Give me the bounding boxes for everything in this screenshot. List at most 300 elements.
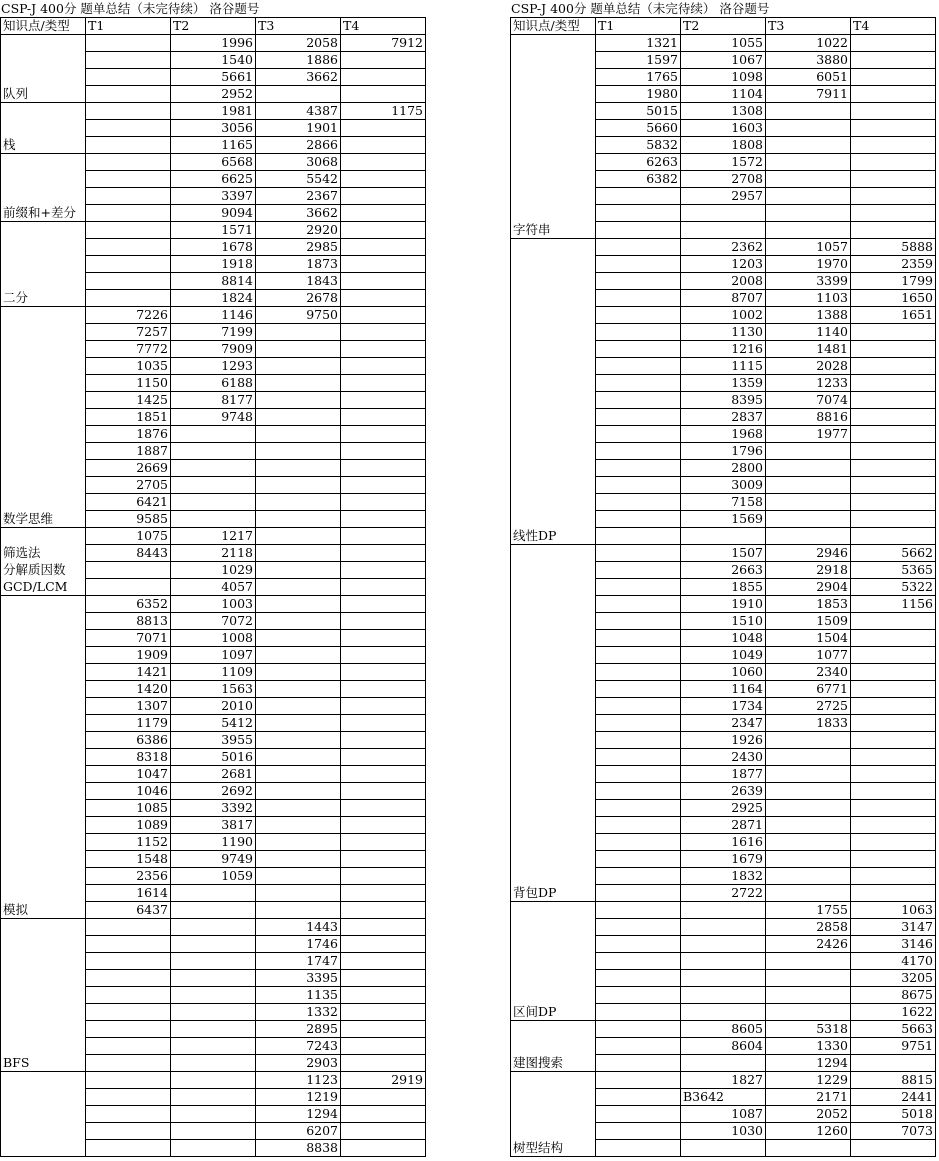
problem-id-cell: 3880: [766, 52, 851, 69]
problem-id-cell: [766, 103, 851, 120]
problem-id-cell: 5365: [851, 562, 936, 579]
problem-id-cell: [86, 1072, 171, 1089]
problem-id-cell: [596, 409, 681, 426]
table-row: [1, 919, 426, 936]
problem-id-cell: [256, 783, 341, 800]
problem-id-cell: [256, 375, 341, 392]
problem-id-cell: 1853: [766, 596, 851, 613]
problem-id-cell: 7912: [341, 35, 426, 52]
problem-id-cell: 1233: [766, 375, 851, 392]
problem-id-cell: 1886: [256, 52, 341, 69]
category-label: 队列: [3, 86, 29, 101]
problem-id-cell: [341, 460, 426, 477]
problem-id-cell: 5661: [171, 69, 256, 86]
problem-id-cell: [86, 171, 171, 188]
problem-id-cell: [171, 1021, 256, 1038]
problem-id-cell: [766, 885, 851, 902]
problem-id-cell: [256, 494, 341, 511]
problem-id-cell: 1926: [681, 732, 766, 749]
problem-id-cell: [766, 443, 851, 460]
problem-id-cell: [681, 1004, 766, 1021]
problem-id-cell: 1097: [171, 647, 256, 664]
problem-id-cell: 1622: [851, 1004, 936, 1021]
problem-id-cell: 1563: [171, 681, 256, 698]
problem-id-cell: 1873: [256, 256, 341, 273]
category-label: 树型结构: [513, 1140, 564, 1155]
problem-id-cell: [341, 647, 426, 664]
problem-id-cell: [851, 103, 936, 120]
problem-id-cell: 1219: [256, 1089, 341, 1106]
problem-id-cell: 2946: [766, 545, 851, 562]
problem-id-cell: [681, 222, 766, 239]
problem-id-cell: 1421: [86, 664, 171, 681]
problem-id-cell: 3068: [256, 154, 341, 171]
problem-id-cell: [766, 732, 851, 749]
problem-id-cell: [596, 936, 681, 953]
problem-id-cell: [341, 562, 426, 579]
problem-id-cell: [341, 324, 426, 341]
problem-id-cell: 1156: [851, 596, 936, 613]
problem-id-cell: [596, 205, 681, 222]
problem-id-cell: [86, 1140, 171, 1157]
problem-id-cell: [596, 545, 681, 562]
problem-id-cell: [766, 460, 851, 477]
category-cell: [1, 919, 86, 1072]
problem-id-cell: [851, 1140, 936, 1157]
problem-id-cell: [851, 222, 936, 239]
problem-id-cell: 2058: [256, 35, 341, 52]
problem-id-cell: 1060: [681, 664, 766, 681]
problem-id-cell: [86, 137, 171, 154]
problem-id-cell: 1651: [851, 307, 936, 324]
problem-id-cell: [851, 630, 936, 647]
problem-id-cell: 1175: [341, 103, 426, 120]
problem-id-cell: [596, 307, 681, 324]
problem-id-cell: 2426: [766, 936, 851, 953]
problem-id-cell: [681, 902, 766, 919]
problem-id-cell: [171, 426, 256, 443]
right-sheet-title: CSP-J 400分 题单总结（未完待续） 洛谷题号: [511, 1, 770, 16]
problem-id-cell: 5662: [851, 545, 936, 562]
problem-id-cell: [86, 188, 171, 205]
problem-id-cell: [86, 52, 171, 69]
problem-id-cell: 1046: [86, 783, 171, 800]
problem-id-cell: [851, 494, 936, 511]
problem-id-cell: [256, 579, 341, 596]
problem-id-cell: 1123: [256, 1072, 341, 1089]
problem-id-cell: 8707: [681, 290, 766, 307]
problem-id-cell: [851, 443, 936, 460]
category-label: 字符串: [513, 222, 551, 237]
problem-id-cell: [851, 851, 936, 868]
table-row: [511, 545, 936, 562]
problem-id-cell: 6263: [596, 154, 681, 171]
problem-id-cell: 1217: [171, 528, 256, 545]
left-table-body: [1, 35, 426, 1157]
table-row: [511, 1072, 936, 1089]
category-cell: [511, 239, 596, 545]
problem-id-cell: [86, 1004, 171, 1021]
problem-id-cell: 6386: [86, 732, 171, 749]
problem-id-cell: [851, 86, 936, 103]
problem-id-cell: 1918: [171, 256, 256, 273]
problem-id-cell: [171, 936, 256, 953]
problem-id-cell: [596, 477, 681, 494]
problem-id-cell: 1980: [596, 86, 681, 103]
problem-id-cell: [256, 817, 341, 834]
problem-id-cell: 1996: [171, 35, 256, 52]
problem-id-cell: 1030: [681, 1123, 766, 1140]
problem-id-cell: [596, 953, 681, 970]
problem-id-cell: 1150: [86, 375, 171, 392]
problem-id-cell: 1003: [171, 596, 256, 613]
problem-id-cell: [171, 1106, 256, 1123]
problem-id-cell: 1308: [681, 103, 766, 120]
problem-id-cell: [596, 256, 681, 273]
header-cell-t4: T4: [851, 18, 936, 35]
problem-id-cell: [256, 596, 341, 613]
problem-id-cell: 1307: [86, 698, 171, 715]
header-cell-t2: T2: [171, 18, 256, 35]
table-row: [1, 222, 426, 239]
problem-id-cell: [171, 443, 256, 460]
problem-id-cell: 8814: [171, 273, 256, 290]
problem-id-cell: [341, 256, 426, 273]
problem-id-cell: [596, 1140, 681, 1157]
problem-id-cell: [851, 834, 936, 851]
category-label: 筛选法: [3, 545, 41, 560]
problem-id-cell: [341, 358, 426, 375]
problem-id-cell: [851, 188, 936, 205]
problem-id-cell: 8443: [86, 545, 171, 562]
problem-id-cell: [681, 970, 766, 987]
problem-id-cell: 1887: [86, 443, 171, 460]
problem-id-cell: 7072: [171, 613, 256, 630]
problem-id-cell: 1877: [681, 766, 766, 783]
problem-id-cell: 1229: [766, 1072, 851, 1089]
problem-id-cell: [86, 987, 171, 1004]
problem-id-cell: 1321: [596, 35, 681, 52]
problem-id-cell: 1796: [681, 443, 766, 460]
problem-id-cell: 5018: [851, 1106, 936, 1123]
problem-id-cell: [596, 392, 681, 409]
category-cell: [511, 902, 596, 1021]
problem-id-cell: 1075: [86, 528, 171, 545]
problem-id-cell: [851, 358, 936, 375]
table-row: [511, 902, 936, 919]
problem-id-cell: 3146: [851, 936, 936, 953]
problem-id-cell: 1035: [86, 358, 171, 375]
problem-id-cell: [171, 1004, 256, 1021]
category-cell: [511, 35, 596, 239]
problem-id-cell: [341, 766, 426, 783]
problem-id-cell: [596, 341, 681, 358]
table-row: [1, 35, 426, 52]
problem-id-cell: [256, 834, 341, 851]
problem-id-cell: 6051: [766, 69, 851, 86]
problem-id-cell: 1164: [681, 681, 766, 698]
problem-id-cell: 3395: [256, 970, 341, 987]
problem-id-cell: [341, 817, 426, 834]
problem-id-cell: 3955: [171, 732, 256, 749]
problem-id-cell: 1746: [256, 936, 341, 953]
problem-id-cell: 8816: [766, 409, 851, 426]
problem-id-cell: 1293: [171, 358, 256, 375]
problem-id-cell: [171, 1072, 256, 1089]
problem-id-cell: [341, 120, 426, 137]
problem-id-cell: [766, 120, 851, 137]
problem-id-cell: [851, 800, 936, 817]
left-sheet-title: CSP-J 400分 题单总结（未完待续） 洛谷题号: [1, 1, 260, 16]
problem-id-cell: [851, 460, 936, 477]
problem-id-cell: 2171: [766, 1089, 851, 1106]
problem-id-cell: 1678: [171, 239, 256, 256]
problem-id-cell: 7226: [86, 307, 171, 324]
problem-id-cell: 2858: [766, 919, 851, 936]
problem-id-cell: [341, 222, 426, 239]
problem-id-cell: 9748: [171, 409, 256, 426]
problem-id-cell: 1048: [681, 630, 766, 647]
problem-id-cell: 8604: [681, 1038, 766, 1055]
problem-id-cell: [341, 596, 426, 613]
problem-id-cell: [341, 290, 426, 307]
problem-id-cell: [681, 205, 766, 222]
problem-id-cell: [341, 341, 426, 358]
table-row: [1, 307, 426, 324]
problem-id-cell: 9751: [851, 1038, 936, 1055]
problem-id-cell: 1571: [171, 222, 256, 239]
problem-id-cell: 1059: [171, 868, 256, 885]
problem-id-cell: [681, 936, 766, 953]
problem-id-cell: [341, 1004, 426, 1021]
problem-id-cell: 8395: [681, 392, 766, 409]
problem-id-cell: [766, 987, 851, 1004]
problem-id-cell: [86, 562, 171, 579]
problem-id-cell: [766, 528, 851, 545]
header-cell-t3: T3: [256, 18, 341, 35]
problem-id-cell: 1851: [86, 409, 171, 426]
category-label: 建图搜索: [513, 1055, 564, 1070]
problem-id-cell: 4057: [171, 579, 256, 596]
problem-id-cell: [596, 596, 681, 613]
problem-id-cell: [681, 953, 766, 970]
problem-id-cell: [341, 1123, 426, 1140]
problem-id-cell: [851, 341, 936, 358]
table-row: [1, 528, 426, 545]
problem-id-cell: [596, 681, 681, 698]
problem-id-cell: [341, 239, 426, 256]
problem-id-cell: 2985: [256, 239, 341, 256]
header-row: [511, 18, 936, 35]
problem-id-cell: [766, 222, 851, 239]
problem-id-cell: 1089: [86, 817, 171, 834]
problem-id-cell: [341, 851, 426, 868]
problem-id-cell: [341, 443, 426, 460]
problem-id-cell: [341, 1140, 426, 1157]
problem-id-cell: 2340: [766, 664, 851, 681]
category-cell: [511, 1021, 596, 1072]
problem-id-cell: 3662: [256, 69, 341, 86]
problem-id-cell: 1970: [766, 256, 851, 273]
problem-id-cell: [596, 1089, 681, 1106]
problem-id-cell: 1103: [766, 290, 851, 307]
problem-id-cell: 1294: [766, 1055, 851, 1072]
problem-id-cell: [341, 205, 426, 222]
problem-id-cell: [256, 86, 341, 103]
category-label: BFS: [3, 1055, 30, 1070]
problem-id-cell: [341, 375, 426, 392]
problem-id-cell: 6437: [86, 902, 171, 919]
problem-id-cell: [256, 647, 341, 664]
problem-id-cell: [256, 324, 341, 341]
problem-id-cell: [256, 851, 341, 868]
problem-id-cell: [341, 800, 426, 817]
problem-id-cell: 1977: [766, 426, 851, 443]
problem-id-cell: [171, 987, 256, 1004]
problem-id-cell: 1388: [766, 307, 851, 324]
problem-id-cell: 1855: [681, 579, 766, 596]
problem-id-cell: [341, 154, 426, 171]
problem-id-cell: 2925: [681, 800, 766, 817]
problem-id-cell: [851, 868, 936, 885]
problem-id-cell: 2052: [766, 1106, 851, 1123]
problem-id-cell: [256, 766, 341, 783]
problem-id-cell: [596, 715, 681, 732]
problem-id-cell: [171, 494, 256, 511]
problem-id-cell: [86, 86, 171, 103]
category-cell: [1, 307, 86, 528]
problem-id-cell: 1332: [256, 1004, 341, 1021]
problem-id-cell: 3056: [171, 120, 256, 137]
problem-id-cell: 1085: [86, 800, 171, 817]
problem-id-cell: [171, 919, 256, 936]
problem-id-cell: 1190: [171, 834, 256, 851]
problem-id-cell: 1047: [86, 766, 171, 783]
category-label: 区间DP: [513, 1004, 557, 1019]
problem-id-cell: [596, 494, 681, 511]
problem-id-cell: 2669: [86, 460, 171, 477]
problem-id-cell: [171, 460, 256, 477]
problem-id-cell: [596, 630, 681, 647]
problem-id-cell: [256, 409, 341, 426]
problem-id-cell: 2359: [851, 256, 936, 273]
problem-id-cell: [341, 783, 426, 800]
problem-id-cell: [766, 511, 851, 528]
problem-id-cell: 2010: [171, 698, 256, 715]
problem-id-cell: 1968: [681, 426, 766, 443]
problem-id-cell: 1603: [681, 120, 766, 137]
problem-id-cell: [851, 154, 936, 171]
category-label: 线性DP: [513, 528, 557, 543]
category-label: 分解质因数: [3, 562, 66, 577]
problem-id-cell: [171, 885, 256, 902]
problem-id-cell: [86, 273, 171, 290]
problem-id-cell: 1077: [766, 647, 851, 664]
category-cell: [1, 103, 86, 154]
problem-id-cell: 6421: [86, 494, 171, 511]
problem-id-cell: [681, 987, 766, 1004]
category-cell: [1, 222, 86, 307]
problem-id-cell: 1569: [681, 511, 766, 528]
problem-id-cell: [86, 1055, 171, 1072]
problem-id-cell: [341, 409, 426, 426]
problem-id-cell: [766, 953, 851, 970]
problem-id-cell: [766, 783, 851, 800]
problem-id-cell: 1063: [851, 902, 936, 919]
problem-id-cell: [256, 698, 341, 715]
problem-id-cell: [596, 511, 681, 528]
category-cell: [1, 35, 86, 103]
problem-id-cell: [341, 902, 426, 919]
problem-id-cell: [851, 137, 936, 154]
header-cell-t3: T3: [766, 18, 851, 35]
problem-id-cell: 1981: [171, 103, 256, 120]
category-label: 栈: [3, 137, 16, 152]
problem-id-cell: 6568: [171, 154, 256, 171]
problem-id-cell: [766, 171, 851, 188]
problem-id-cell: [256, 528, 341, 545]
problem-id-cell: 6625: [171, 171, 256, 188]
problem-id-cell: [341, 1089, 426, 1106]
header-row: [1, 18, 426, 35]
problem-id-cell: [341, 885, 426, 902]
problem-id-cell: 7158: [681, 494, 766, 511]
problem-id-cell: [851, 52, 936, 69]
problem-id-cell: 5412: [171, 715, 256, 732]
problem-id-cell: 6771: [766, 681, 851, 698]
problem-id-cell: 1115: [681, 358, 766, 375]
problem-id-cell: 9750: [256, 307, 341, 324]
problem-id-cell: 1104: [681, 86, 766, 103]
problem-id-cell: 5016: [171, 749, 256, 766]
problem-id-cell: 2347: [681, 715, 766, 732]
problem-id-cell: 3147: [851, 919, 936, 936]
problem-id-cell: 8318: [86, 749, 171, 766]
problem-id-cell: [766, 851, 851, 868]
problem-id-cell: 5832: [596, 137, 681, 154]
problem-id-cell: 1294: [256, 1106, 341, 1123]
problem-id-cell: [256, 664, 341, 681]
problem-id-cell: [341, 698, 426, 715]
problem-id-cell: [596, 1021, 681, 1038]
problem-id-cell: [86, 120, 171, 137]
problem-id-cell: [596, 1106, 681, 1123]
problem-id-cell: 2430: [681, 749, 766, 766]
problem-id-cell: 4170: [851, 953, 936, 970]
problem-id-cell: 2895: [256, 1021, 341, 1038]
problem-id-cell: [341, 749, 426, 766]
problem-id-cell: 3392: [171, 800, 256, 817]
problem-id-cell: [596, 222, 681, 239]
problem-id-cell: 2708: [681, 171, 766, 188]
problem-id-cell: 6352: [86, 596, 171, 613]
problem-id-cell: 1359: [681, 375, 766, 392]
problem-id-cell: [256, 885, 341, 902]
problem-id-cell: [766, 970, 851, 987]
problem-id-cell: 1910: [681, 596, 766, 613]
problem-id-cell: [256, 732, 341, 749]
problem-id-cell: [596, 528, 681, 545]
problem-id-cell: [341, 936, 426, 953]
problem-id-cell: [86, 936, 171, 953]
problem-id-cell: [256, 681, 341, 698]
problem-id-cell: [341, 426, 426, 443]
problem-id-cell: [86, 1038, 171, 1055]
problem-id-cell: 2118: [171, 545, 256, 562]
problem-id-cell: [256, 358, 341, 375]
problem-id-cell: [681, 1055, 766, 1072]
problem-id-cell: 1165: [171, 137, 256, 154]
